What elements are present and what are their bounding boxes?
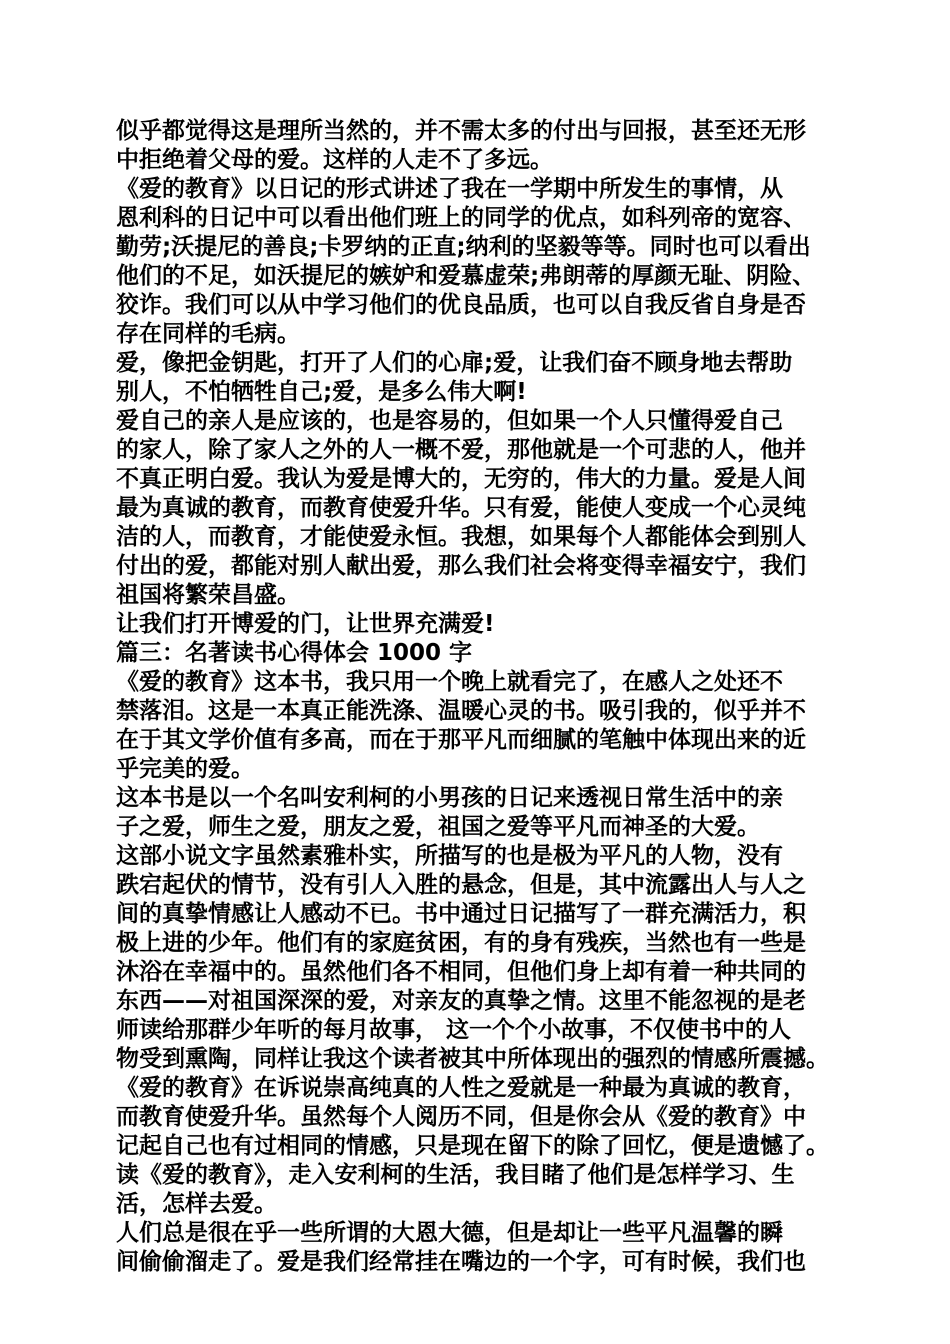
text-line: 禁落泪。这是一本真正能洗涤、温暖心灵的书。吸引我的，似乎并不 (116, 698, 806, 724)
text-line: 跌宕起伏的情节，没有引人入胜的悬念，但是，其中流露出人与人之 (116, 872, 806, 898)
text-line: 《爱的教育》以日记的形式讲述了我在一学期中所发生的事情，从 (116, 176, 783, 202)
text-line: 爱，像把金钥匙，打开了人们的心扉;爱，让我们奋不顾身地去帮助 (116, 350, 793, 376)
text-line: 他们的不足，如沃提尼的嫉妒和爱慕虚荣;弗朗蒂的厚颜无耻、阴险、 (116, 263, 816, 289)
text-line: 间偷偷溜走了。爱是我们经常挂在嘴边的一个字，可有时候，我们也 (116, 1249, 806, 1275)
text-line: 而教育使爱升华。虽然每个人阅历不同，但是你会从《爱的教育》中 (116, 1104, 806, 1130)
text-line: 极上进的少年。他们有的家庭贫困，有的身有残疾，当然也有一些是 (116, 930, 806, 956)
text-line: 物受到熏陶，同样让我这个读者被其中所体现出的强烈的情感所震撼。 (116, 1046, 829, 1072)
text-line: 恩利科的日记中可以看出他们班上的同学的优点，如科列帝的宽容、 (116, 205, 806, 231)
section-heading: 篇三：名著读书心得体会 1000 字 (116, 640, 473, 666)
text-line: 子之爱，师生之爱，朋友之爱，祖国之爱等平凡而神圣的大爱。 (116, 814, 760, 840)
text-line: 人们总是很在乎一些所谓的大恩大德，但是却让一些平凡温馨的瞬 (116, 1220, 783, 1246)
text-line: 沐浴在幸福中的。虽然他们各不相同，但他们身上却有着一种共同的 (116, 959, 806, 985)
text-line: 东西——对祖国深深的爱，对亲友的真挚之情。这里不能忽视的是老 (116, 988, 806, 1014)
text-line: 记起自己也有过相同的情感，只是现在留下的除了回忆，便是遗憾了。 (116, 1133, 829, 1159)
text-line: 别人，不怕牺牲自己;爱，是多么伟大啊! (116, 379, 527, 405)
text-line: 读《爱的教育》，走入安利柯的生活，我目睹了他们是怎样学习、生 (116, 1162, 795, 1188)
text-line: 间的真挚情感让人感动不已。书中通过日记描写了一群充满活力，积 (116, 901, 806, 927)
document-body (116, 117, 840, 1277)
text-line: 勤劳;沃提尼的善良;卡罗纳的正直;纳利的坚毅等等。同时也可以看出 (116, 234, 811, 260)
text-line: 最为真诚的教育，而教育使爱升华。只有爱，能使人变成一个心灵纯 (116, 495, 806, 521)
text-line: 这部小说文字虽然素雅朴实，所描写的也是极为平凡的人物，没有 (116, 843, 783, 869)
text-line: 的家人，除了家人之外的人一概不爱，那他就是一个可悲的人，他并 (116, 437, 806, 463)
text-line: 似乎都觉得这是理所当然的，并不需太多的付出与回报，甚至还无形 (116, 118, 806, 144)
text-line: 中拒绝着父母的爱。这样的人走不了多远。 (116, 147, 553, 173)
text-line: 洁的人，而教育，才能使爱永恒。我想，如果每个人都能体会到别人 (116, 524, 806, 550)
text-line: 狡诈。我们可以从中学习他们的优良品质，也可以自我反省自身是否 (116, 292, 806, 318)
text-line: 在于其文学价值有多高，而在于那平凡而细腻的笔触中体现出来的近 (116, 727, 806, 753)
text-line: 乎完美的爱。 (116, 756, 254, 782)
text-line: 祖国将繁荣昌盛。 (116, 582, 300, 608)
text-line: 活，怎样去爱。 (116, 1191, 277, 1217)
text-line: 存在同样的毛病。 (116, 321, 300, 347)
text-line: 《爱的教育》这本书，我只用一个晚上就看完了，在感人之处还不 (116, 669, 783, 695)
text-line: 让我们打开博爱的门，让世界充满爱! (116, 611, 495, 637)
text-line: 《爱的教育》在诉说崇高纯真的人性之爱就是一种最为真诚的教育， (116, 1075, 806, 1101)
text-line: 爱自己的亲人是应该的，也是容易的，但如果一个人只懂得爱自己 (116, 408, 783, 434)
text-line: 不真正明白爱。我认为爱是博大的，无穷的，伟大的力量。爱是人间 (116, 466, 806, 492)
text-line: 付出的爱，都能对别人献出爱，那么我们社会将变得幸福安宁，我们 (116, 553, 806, 579)
text-line: 这本书是以一个名叫安利柯的小男孩的日记来透视日常生活中的亲 (116, 785, 783, 811)
text-line: 师读给那群少年听的每月故事， 这一个个小故事，不仅使书中的人 (116, 1017, 792, 1043)
